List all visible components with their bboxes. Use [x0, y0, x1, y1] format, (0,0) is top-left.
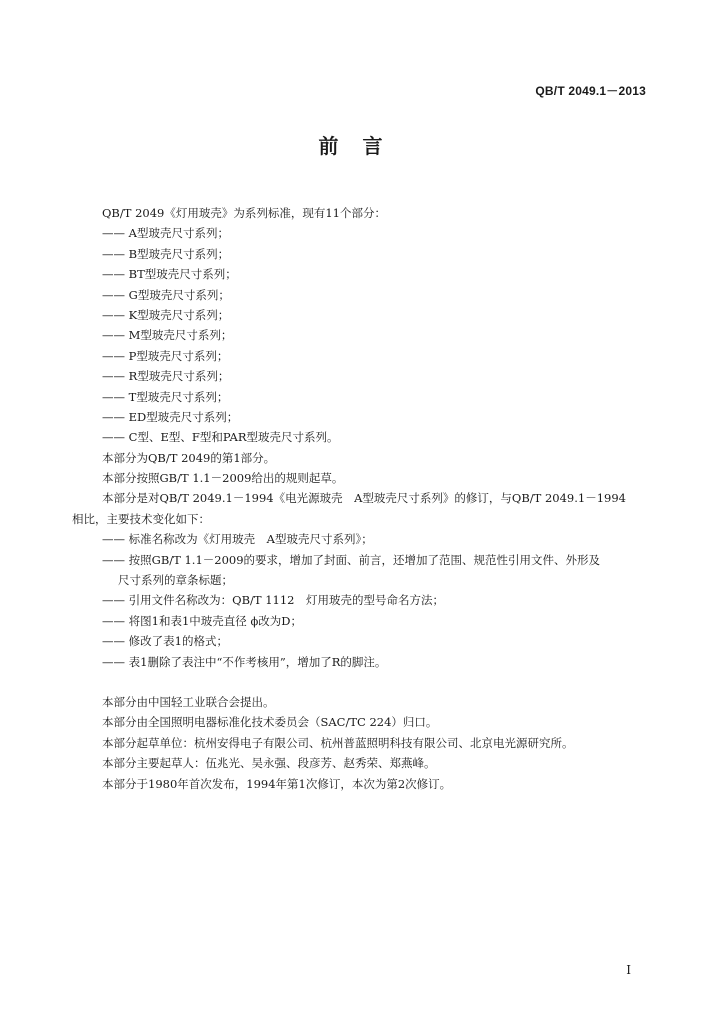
- revision-statement-cont: 相比，主要技术变化如下：: [72, 511, 210, 526]
- series-item: —— C型、E型、F型和PAR型玻壳尺寸系列。: [102, 430, 339, 445]
- intro-paragraph: QB/T 2049《灯用玻壳》为系列标准，现有11个部分：: [102, 206, 386, 220]
- change-item: —— 将图1和表1中玻壳直径 ϕ改为D；: [102, 613, 303, 628]
- change-item: —— 引用文件名称改为：QB/T 1112 灯用玻壳的型号命名方法；: [102, 593, 444, 608]
- series-item: —— BT型玻壳尺寸系列；: [102, 267, 237, 282]
- change-item-cont: 尺寸系列的章条标题；: [118, 573, 233, 588]
- series-item: —— B型玻壳尺寸系列；: [102, 246, 230, 261]
- series-item: —— P型玻壳尺寸系列；: [102, 348, 229, 363]
- change-item: —— 按照GB/T 1.1－2009的要求，增加了封面、前言，还增加了范围、规范性引用文件、外形及: [102, 552, 601, 567]
- change-item: —— 表1删除了表注中“不作考核用”，增加了R的脚注。: [102, 654, 387, 669]
- series-item: —— R型玻壳尺寸系列；: [102, 369, 230, 384]
- drafters: 本部分主要起草人：伍兆光、吴永强、段彦芳、赵秀荣、郑燕峰。: [102, 756, 436, 771]
- page-number: I: [626, 963, 631, 977]
- drafting-rule: 本部分按照GB/T 1.1－2009给出的规则起草。: [102, 471, 344, 486]
- series-item: —— K型玻壳尺寸系列；: [102, 307, 230, 322]
- paragraph-gap: [72, 672, 662, 692]
- part-statement: 本部分为QB/T 2049的第1部分。: [102, 450, 276, 465]
- series-item: —— M型玻壳尺寸系列；: [102, 328, 233, 343]
- foreword-body: [72, 203, 662, 794]
- publication-history: 本部分于1980年首次发布，1994年第1次修订，本次为第2次修订。: [102, 776, 452, 791]
- series-item: —— ED型玻壳尺寸系列；: [102, 409, 239, 424]
- revision-statement: 本部分是对QB/T 2049.1－1994《电光源玻壳 A型玻壳尺寸系列》的修订，与QB/T 2049.1－1994: [102, 491, 626, 506]
- proposer-statement: 本部分由中国轻工业联合会提出。: [102, 694, 275, 709]
- change-item: —— 修改了表1的格式；: [102, 634, 228, 649]
- committee-statement: 本部分由全国照明电器标准化技术委员会（SAC/TC 224）归口。: [102, 715, 438, 730]
- standard-code: QB/T 2049.1－2013: [535, 84, 646, 98]
- series-item: —— G型玻壳尺寸系列；: [102, 287, 230, 302]
- series-item: —— A型玻壳尺寸系列；: [102, 226, 229, 241]
- page-title: 前言: [318, 134, 407, 158]
- change-item: —— 标准名称改为《灯用玻壳 A型玻壳尺寸系列》；: [102, 532, 373, 547]
- drafting-units: 本部分起草单位：杭州安得电子有限公司、杭州普蓝照明科技有限公司、北京电光源研究所。: [102, 735, 574, 750]
- series-item: —— T型玻壳尺寸系列；: [102, 389, 229, 404]
